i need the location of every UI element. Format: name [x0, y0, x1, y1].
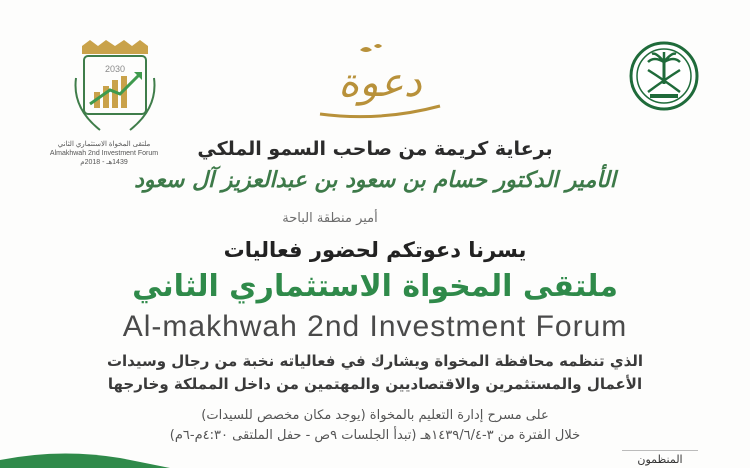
logo-caption-year: 1439هـ - 2018م [80, 159, 128, 166]
decorative-swoosh-icon [0, 430, 180, 468]
forum-name-ar: ملتقى المخواة الاستثماري الثاني [132, 269, 618, 304]
patronage-line: برعاية كريمة من صاحب السمو الملكي [197, 138, 553, 160]
description-line-2: الأعمال والمستثمرين والاقتصاديين والمهتمين من داخل المملكة وخارجها [107, 375, 643, 393]
prince-name: الأمير الدكتور حسام بن سعود بن عبدالعزيز آل سعود [134, 167, 616, 193]
description-line-1: الذي تنظمه محافظة المخواة ويشارك في فعالياته نخبة من رجال وسيدات [106, 352, 644, 370]
palm-swords-emblem-icon [628, 40, 700, 112]
vision-2030-text: 2030 [104, 64, 126, 74]
organizers-label: المنظمون [622, 450, 698, 468]
ministry-emblem [628, 40, 700, 112]
prince-title: أمير منطقة الباحة [282, 211, 378, 226]
forum-name-en: Al-makhwah 2nd Investment Forum [122, 310, 628, 343]
forum-logo-icon [60, 38, 170, 143]
logo-caption-ar: ملتقى المخواة الاستثماري الثاني [57, 141, 151, 148]
venue-line: على مسرح إدارة التعليم بالمخواة (يوجد مكان مخصص للسيدات) [201, 408, 549, 423]
invitation-title [300, 44, 460, 122]
period-line: خلال الفترة من ٣-١٤٣٩/٦/٤هـ (تبدأ الجلسات ٩ص - حفل الملتقى ٤:٣٠م-٦م) [169, 428, 581, 443]
invite-line: يسرنا دعوتكم لحضور فعاليات [223, 238, 527, 262]
title-word: دعوة [338, 60, 422, 106]
logo-caption-en: Almakhwah 2nd Investment Forum [49, 150, 159, 157]
bottom-swoosh [0, 430, 180, 468]
